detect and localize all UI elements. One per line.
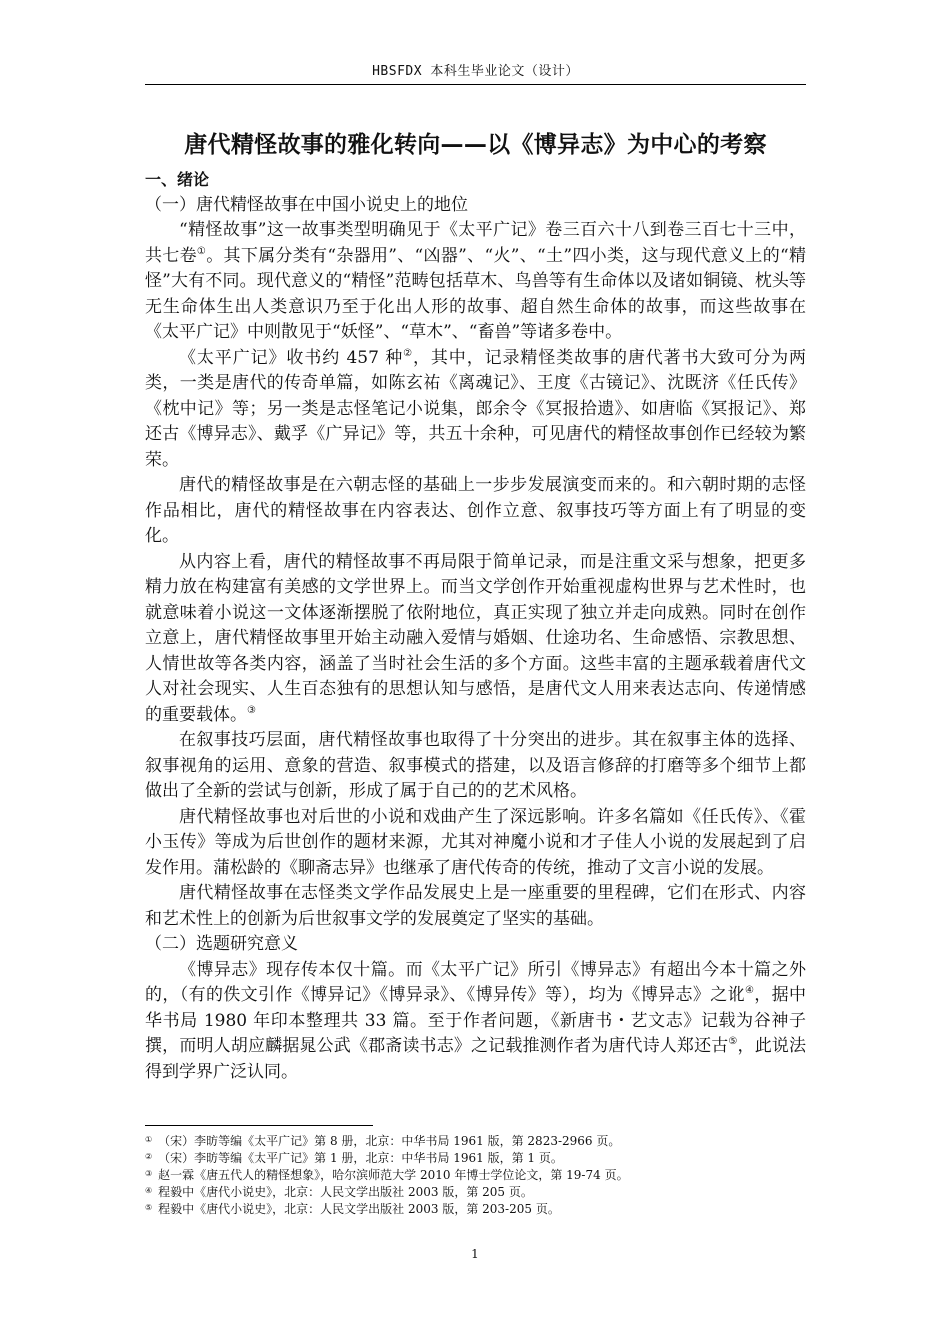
paragraph-text: 唐代精怪故事在志怪类文学作品发展史上是一座重要的里程碑，它们在形式、内容和艺术性上的创新为后世叙事文学的发展奠定了坚实的基础。 — [145, 883, 806, 929]
footnote-text: 程毅中《唐代小说史》，北京：人民文学出版社 2003 版，第 203-205 页。 — [158, 1202, 560, 1216]
paragraph-text: ，据中华书局 1980 年印本整理共 33 篇。至于作者问题，《新唐书・艺文志》记载为谷神子撰，而明人胡应麟据晁公武《郡斋读书志》之记载推测作者为唐代诗人郑还古 — [145, 985, 807, 1056]
paragraph-text: 唐代的精怪故事是在六朝志怪的基础上一步步发展演变而来的。和六朝时期的志怪作品相比，唐代的精怪故事在内容表达、创作立意、叙事技巧等方面上有了明显的变化。 — [145, 475, 806, 546]
footnote-mark: ① — [145, 1135, 153, 1144]
header-rule — [145, 84, 806, 85]
paragraph-text: 。其下属分类有“杂器用”、“凶器”、“火”、“土”四小类，这与现代意义上的“精怪”大有不同。现代意义的“精怪”范畴包括草木、鸟兽等有生命体以及诸如铜镜、枕头等无生命体生出人类意识乃至于化出人形的故事、超自然生命体的故事，而这些故事在《太平广记》中则散见于“妖怪”、“草木”、“畜兽”等诸多卷中。 — [145, 245, 807, 342]
paragraph — [145, 550, 806, 729]
running-header: HBSFDX 本科生毕业论文（设计） — [372, 64, 579, 79]
footnote — [145, 1184, 806, 1201]
footnote-text: 程毅中《唐代小说史》，北京：人民文学出版社 2003 版，第 205 页。 — [158, 1185, 533, 1199]
paragraph — [145, 958, 806, 1086]
footnote-ref: ② — [403, 347, 413, 359]
paragraph — [145, 805, 806, 882]
subsection-heading: （一）唐代精怪故事在中国小说史上的地位 — [145, 194, 468, 215]
footnote-mark: ③ — [145, 1169, 153, 1178]
paragraph — [145, 728, 806, 805]
paragraph — [145, 881, 806, 932]
paragraph-text: ，其中，记录精怪类故事的唐代著书大致可分为两类，一类是唐代的传奇单篇，如陈玄祐《离魂记》、王度《古镜记》、沈既济《任氏传》《枕中记》等；另一类是志怪笔记小说集，郎余令《冥报拾遗》、如唐临《冥报记》、郑还古《博异志》、戴孚《广异记》等，共五十余种，可见唐代的精怪故事创作已经较为繁荣。 — [145, 347, 807, 470]
page-number: 1 — [471, 1247, 479, 1261]
section-heading: 一、绪论 — [145, 170, 210, 189]
body-text — [145, 167, 806, 1085]
paragraph-text: 《太平广记》收书约 457 种 — [179, 347, 404, 368]
paragraph-text: 从内容上看，唐代的精怪故事不再局限于简单记录，而是注重文采与想象，把更多精力放在构建富有美感的文学世界上。而当文学创作开始重视虚构世界与艺术性时，也就意味着小说这一文体逐渐摆脱了依附地位，真正实现了独立并走向成熟。同时在创作立意上，唐代精怪故事里开始主动融入爱情与婚姻、仕途功名、生命感悟、宗教思想、人情世故等各类内容，涵盖了当时社会生活的多个方面。这些丰富的主题承载着唐代文人对社会现实、人生百态独有的思想认知与感悟，是唐代文人用来表达志向、传递情感的重要载体。 — [145, 551, 806, 725]
subsection-heading: （二）选题研究意义 — [145, 934, 298, 954]
paper-title: 唐代精怪故事的雅化转向——以《博异志》为中心的考察 — [184, 132, 767, 158]
footnote-text: （宋）李昉等编《太平广记》第 1 册，北京：中华书局 1961 版，第 1 页。 — [158, 1151, 563, 1165]
footnote-text: 赵一霖《唐五代人的精怪想象》，哈尔滨师范大学 2010 年博士学位论文，第 19-74 页。 — [158, 1168, 629, 1182]
paragraph-text: 唐代精怪故事也对后世的小说和戏曲产生了深远影响。许多名篇如《任氏传》、《霍小玉传》等成为后世创作的题材来源，尤其对神魔小说和才子佳人小说的发展起到了启发作用。蒲松龄的《聊斋志异》也继承了唐代传奇的传统，推动了文言小说的发展。 — [145, 806, 806, 878]
footnote — [145, 1201, 806, 1218]
footnote — [145, 1167, 806, 1184]
paragraph-text: “精怪故事”这一故事类型明确见于《太平广记》卷三百六十八到卷三百七十三中，共七卷 — [145, 220, 806, 266]
footnote-ref: ③ — [247, 704, 256, 716]
paragraph-text: 《博异志》现存传本仅十篇。而《太平广记》所引《博异志》有超出今本十篇之外的，（有的佚文引作《博异记》《博异录》、《博异传》等），均为《博异志》之讹 — [145, 959, 806, 1005]
paragraph-text: 在叙事技巧层面，唐代精怪故事也取得了十分突出的进步。其在叙事主体的选择、叙事视角的运用、意象的营造、叙事模式的搭建，以及语言修辞的打磨等多个细节上都做出了全新的尝试与创新，形成了属于自己的的艺术风格。 — [145, 730, 806, 801]
footnote — [145, 1150, 806, 1167]
footnote-rule — [145, 1125, 373, 1126]
paragraph — [145, 473, 806, 550]
footnote-mark: ⑤ — [145, 1203, 153, 1212]
footnote-ref: ① — [196, 245, 207, 257]
paragraph — [145, 346, 806, 474]
footnote-mark: ② — [145, 1152, 153, 1161]
footnote-mark: ④ — [145, 1186, 153, 1195]
paragraph — [145, 218, 806, 346]
footnotes — [145, 1133, 806, 1218]
footnote — [145, 1133, 806, 1150]
footnote-ref: ⑤ — [728, 1036, 738, 1047]
paragraph-text: ，此说法得到学界广泛认同。 — [145, 1036, 807, 1082]
footnote-ref: ④ — [744, 985, 755, 996]
footnote-text: （宋）李昉等编《太平广记》第 8 册，北京：中华书局 1961 版，第 2823-2966 页。 — [158, 1134, 621, 1148]
